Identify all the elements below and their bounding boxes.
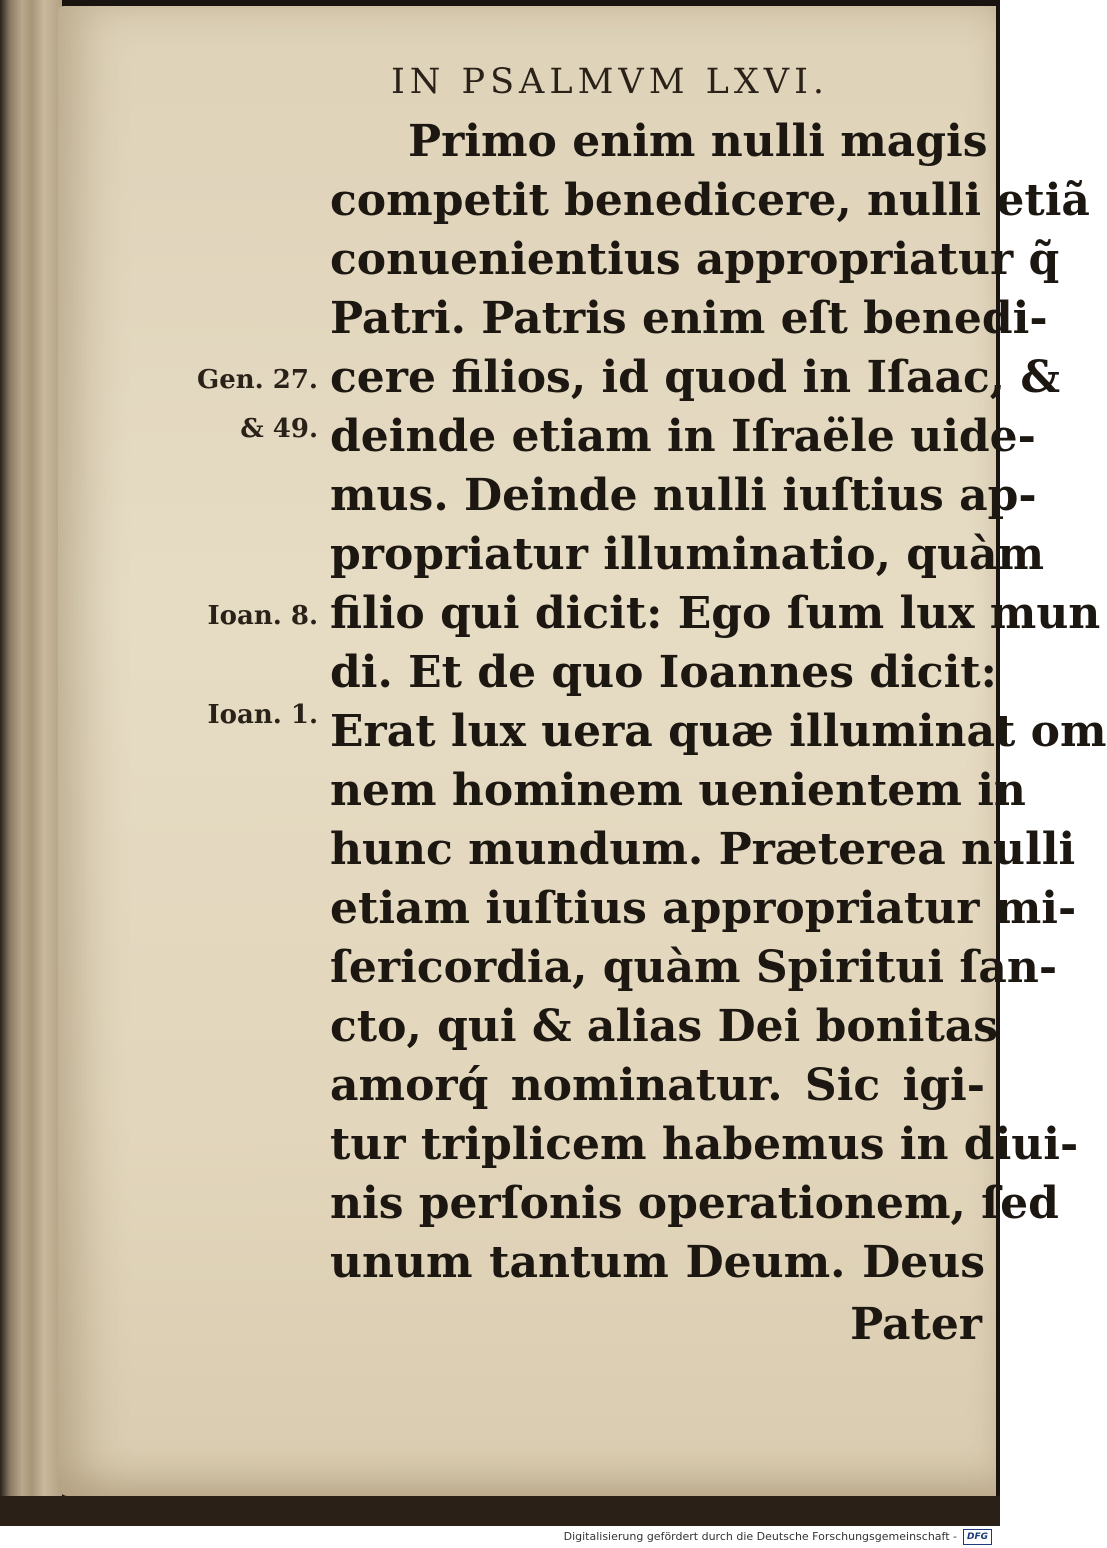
catchword: Pater bbox=[850, 1299, 982, 1350]
text-line: hunc mundum. Præterea nulli bbox=[330, 824, 1076, 875]
text-line: Erat lux uera quæ illuminat om bbox=[330, 706, 1107, 757]
scan-bottom-edge bbox=[0, 1496, 1000, 1526]
text-line: deinde etiam in Iſraële uide- bbox=[330, 411, 1036, 462]
text-line: nem hominem uenientem in bbox=[330, 765, 1026, 816]
text-line: tur triplicem habemus in diui- bbox=[330, 1119, 1079, 1170]
text-line: etiam iuſtius appropriatur mi- bbox=[330, 883, 1077, 934]
text-line: Primo enim nulli magis bbox=[408, 116, 988, 167]
margin-note-ioan-8: Ioan. 8. bbox=[207, 601, 318, 631]
text-line: cere filios, id quod in Iſaac, & bbox=[330, 352, 1061, 403]
text-line: di. Et de quo Ioannes dicit: bbox=[330, 647, 997, 698]
dfg-logo: DFG bbox=[963, 1529, 992, 1545]
margin-note-gen: Gen. 27. bbox=[197, 365, 318, 395]
text-line: mus. Deinde nulli iuſtius ap- bbox=[330, 470, 1037, 521]
margin-note-ioan-1: Ioan. 1. bbox=[207, 700, 318, 730]
text-line: amorq́ nominatur. Sic igi- bbox=[330, 1060, 985, 1111]
text-line: competit benedicere, nulli etiã bbox=[330, 175, 1090, 226]
book-edge bbox=[0, 0, 62, 1526]
digitization-footer bbox=[0, 1526, 1000, 1548]
text-line: ſericordia, quàm Spiritui ſan- bbox=[330, 942, 1058, 993]
text-line: propriatur illuminatio, quàm bbox=[330, 529, 1045, 580]
text-line: cto, qui & alias Dei bonitas bbox=[330, 1001, 999, 1052]
text-line: Patri. Patris enim eſt benedi- bbox=[330, 293, 1048, 344]
funding-credit: Digitalisierung gefördert durch die Deutsche Forschungsgemeinschaft - bbox=[563, 1530, 957, 1543]
text-line: nis perſonis operationem, ſed bbox=[330, 1178, 1059, 1229]
text-line: filio qui dicit: Ego ſum lux mun bbox=[330, 588, 1101, 639]
text-line: unum tantum Deum. Deus bbox=[330, 1237, 985, 1288]
body-text bbox=[330, 0, 1107, 1400]
text-line: conuenientius appropriatur q̃ bbox=[330, 234, 1060, 285]
running-head: IN PSALMVM LXVI. bbox=[390, 62, 830, 102]
margin-note-gen-49: & 49. bbox=[240, 414, 318, 444]
